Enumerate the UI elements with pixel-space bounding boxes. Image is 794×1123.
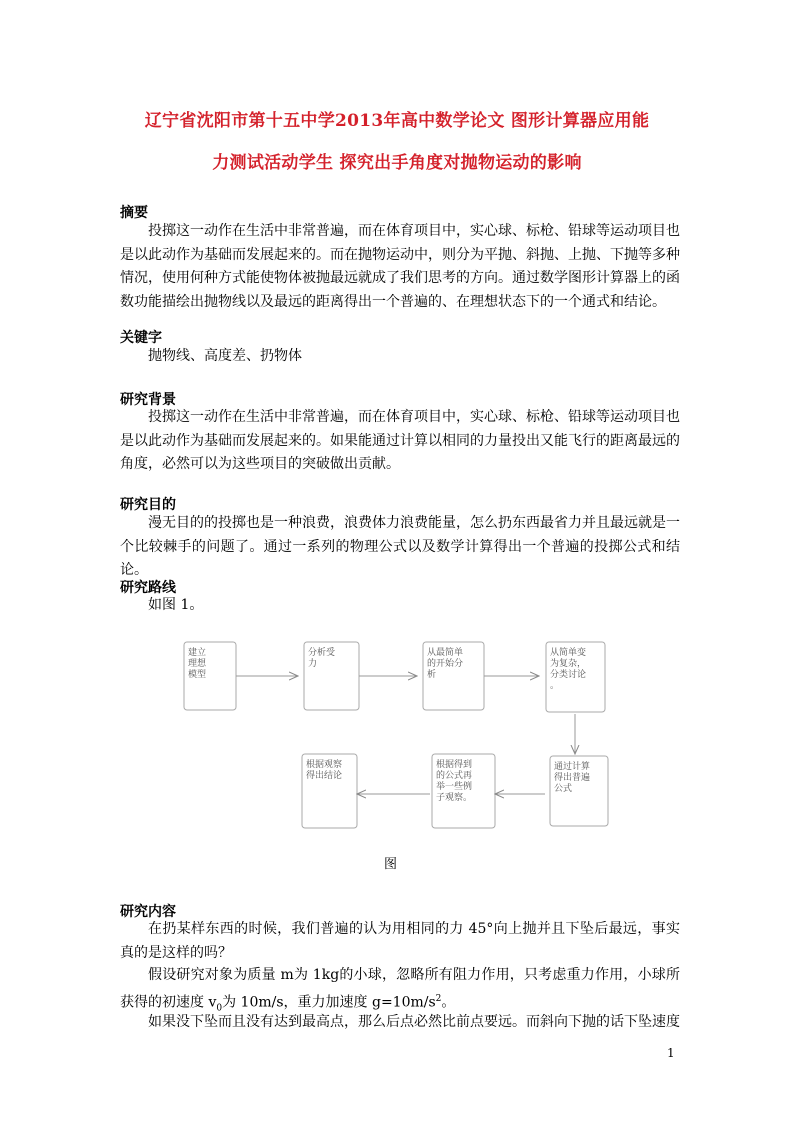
flow-box-text: 得出结论	[306, 771, 343, 781]
figure-caption: 图	[384, 857, 398, 872]
content-paragraph-1: 在扔某样东西的时候，我们普遍的认为用相同的力 45°向上抛并且下坠后最远，事实真的是这样的吗？	[120, 921, 680, 961]
content-paragraph-3: 如果没下坠而且没有达到最高点，那么后点必然比前点要远。而斜向下抛的话下坠速度	[148, 1014, 680, 1030]
document-title-line-1: 辽宁省沈阳市第十五中学2013年高中数学论文 图形计算器应用能	[144, 111, 650, 131]
page-number: 1	[667, 1046, 675, 1060]
flow-box-text: 析	[427, 670, 437, 680]
flow-box-text: 得出普遍	[554, 773, 591, 783]
flow-box-7	[302, 754, 357, 828]
flow-box-text: 。	[550, 681, 560, 691]
document-title-line-2: 力测试活动学生 探究出手角度对抛物运动的影响	[212, 153, 582, 173]
flow-box-4	[546, 642, 605, 712]
flow-box-6	[432, 754, 495, 828]
flow-box-text: 公式	[554, 784, 573, 794]
flow-box-text: 的开始分	[427, 659, 464, 669]
flow-box-3	[423, 642, 484, 710]
content-paragraph-2: 假设研究对象为质量 m为 1kg的小球，忽略所有阻力作用，只考虑重力作用，小球所获得的初速度 $v_0$为 10m/s，重力加速度 $g=10m/s^2$。	[120, 967, 680, 1013]
flow-box-1	[184, 642, 236, 710]
research-flowchart	[180, 634, 620, 834]
purpose-heading: 研究目的	[120, 497, 176, 513]
flow-box-text: 的公式再	[436, 771, 473, 781]
flow-box-text: 分析受	[308, 648, 336, 658]
flow-box-text: 举一些例	[436, 782, 473, 792]
flow-box-text: 从简单变	[550, 648, 587, 658]
flow-box-5	[550, 756, 608, 826]
flow-box-text: 力	[308, 659, 318, 669]
flow-box-text: 通过计算	[554, 762, 591, 772]
flow-box-text: 子观察。	[436, 793, 473, 803]
route-paragraph: 如图 1。	[148, 597, 204, 613]
flow-box-text: 分类讨论	[550, 670, 587, 680]
keywords-heading: 关键字	[120, 330, 162, 346]
purpose-paragraph: 漫无目的的投掷也是一种浪费，浪费体力浪费能量，怎么扔东西最省力并且最远就是一个比较棘手的问题了。通过一系列的物理公式以及数学计算得出一个普遍的投掷公式和结论。	[120, 515, 680, 578]
background-paragraph: 投掷这一动作在生活中非常普遍，而在体育项目中，实心球、标枪、铅球等运动项目也是以此动作为基础而发展起来的。如果能通过计算以相同的力量投出又能飞行的距离最远的角度，必然可以为这些项目的突破做出贡献。	[120, 409, 680, 472]
abstract-heading: 摘要	[120, 205, 148, 221]
flow-box-text: 从最简单	[427, 648, 464, 658]
flow-box-text: 根据得到	[436, 760, 473, 770]
route-heading: 研究路线	[120, 580, 176, 596]
content-heading: 研究内容	[120, 904, 176, 920]
background-heading: 研究背景	[120, 392, 176, 408]
flow-box-text: 为复杂，	[550, 659, 587, 669]
flow-box-text: 根据观察	[306, 760, 343, 770]
flow-box-text: 理想	[188, 659, 207, 669]
keywords-paragraph: 抛物线、高度差、扔物体	[148, 348, 302, 364]
flow-box-text: 建立	[188, 648, 207, 658]
abstract-paragraph: 投掷这一动作在生活中非常普遍，而在体育项目中，实心球、标枪、铅球等运动项目也是以此动作为基础而发展起来的。而在抛物运动中，则分为平抛、斜抛、上抛、下抛等多种情况，使用何种方式能使物体被抛最远就成了我们思考的方向。通过数学图形计算器上的函数功能描绘出抛物线以及最远的距离得出一个普遍的、在理想状态下的一个通式和结论。	[120, 223, 680, 310]
flow-box-text: 模型	[188, 670, 207, 680]
flow-box-2	[304, 642, 359, 710]
